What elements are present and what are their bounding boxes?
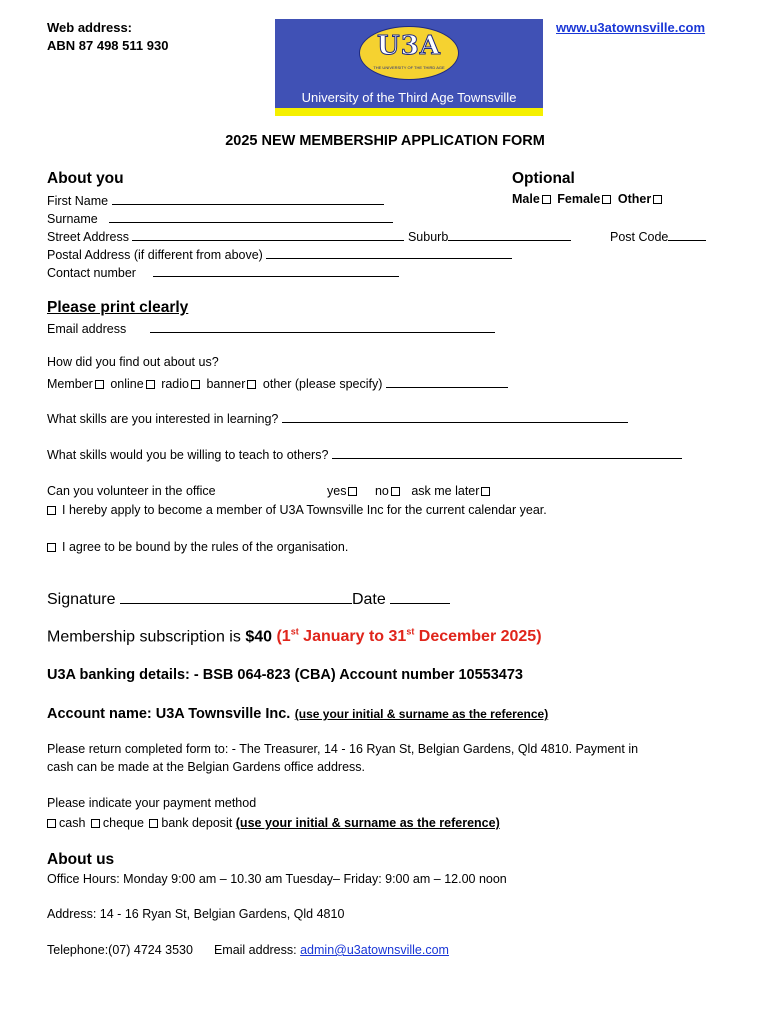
street-address-field[interactable] <box>132 228 404 241</box>
first-name-row <box>47 192 384 208</box>
radio-label: radio <box>161 377 189 391</box>
contact-details <box>47 943 449 957</box>
other-source-field[interactable] <box>386 375 508 388</box>
email-field[interactable] <box>150 320 495 333</box>
logo-letters: U3A <box>377 31 441 61</box>
postal-address-label: Postal Address (if different from above) <box>47 248 263 262</box>
other-gender-checkbox[interactable] <box>653 195 662 204</box>
u3a-logo <box>275 19 543 116</box>
period-st1: st <box>290 627 299 637</box>
agree-statement: I agree to be bound by the rules of the organisation. <box>62 540 349 554</box>
street-row <box>47 228 571 244</box>
subscription-amount: $40 <box>245 628 273 646</box>
telephone: Telephone:(07) 4724 3530 <box>47 943 193 957</box>
payment-reference-note: (use your initial & surname as the reference) <box>235 816 500 830</box>
apply-checkbox[interactable] <box>47 506 56 515</box>
email-label: Email address <box>47 322 127 336</box>
volunteer-question: Can you volunteer in the office <box>47 484 216 498</box>
account-name-row <box>47 705 548 723</box>
office-hours: Office Hours: Monday 9:00 am – 10.30 am Tuesday– Friday: 9:00 am – 12.00 noon <box>47 872 507 886</box>
skills-learn-row <box>47 410 628 426</box>
skills-learn-label: What skills are you interested in learning? <box>47 412 279 426</box>
email-link[interactable]: admin@u3atownsville.com <box>300 943 449 957</box>
female-label: Female <box>557 192 601 206</box>
contact-number-field[interactable] <box>153 264 399 277</box>
volunteer-later-checkbox[interactable] <box>481 487 490 496</box>
postcode-row <box>610 228 706 244</box>
post-code-label: Post Code <box>610 230 669 244</box>
subscription-line <box>47 627 542 646</box>
period-open: (1 <box>276 628 291 646</box>
period-st2: st <box>406 627 415 637</box>
male-label: Male <box>512 192 540 206</box>
volunteer-no-label: no <box>374 484 389 498</box>
subscription-period <box>276 628 541 645</box>
member-checkbox[interactable] <box>95 380 104 389</box>
contact-number-label: Contact number <box>47 266 136 280</box>
volunteer-later-label: ask me later <box>411 484 480 498</box>
suburb-field[interactable] <box>448 228 571 241</box>
date-label: Date <box>351 591 386 608</box>
member-label: Member <box>47 377 93 391</box>
subscription-text: Membership subscription is <box>47 628 241 646</box>
web-address-label: Web address: <box>47 20 133 35</box>
website-link[interactable]: www.u3atownsville.com <box>556 20 706 35</box>
logo-tagline: THE UNIVERSITY OF THE THIRD AGE <box>373 65 445 70</box>
female-checkbox[interactable] <box>602 195 611 204</box>
period-mid: January to 31 <box>298 628 407 646</box>
logo-name: University of the Third Age Townsville <box>301 90 517 105</box>
signature-label: Signature <box>47 591 116 608</box>
payment-options <box>45 816 500 830</box>
cash-checkbox[interactable] <box>47 819 56 828</box>
signature-field[interactable] <box>120 589 352 604</box>
surname-label: Surname <box>47 212 98 226</box>
post-code-field[interactable] <box>668 228 706 241</box>
skills-learn-field[interactable] <box>282 410 628 423</box>
postal-address-field[interactable] <box>266 246 512 259</box>
other-source-label: other (please specify) <box>262 377 383 391</box>
account-reference-note: (use your initial & surname as the reference) <box>294 707 549 721</box>
office-address: Address: 14 - 16 Ryan St, Belgian Gardens, Qld 4810 <box>47 907 345 921</box>
find-out-options <box>47 375 508 391</box>
volunteer-options <box>327 484 493 498</box>
contact-row <box>47 264 399 280</box>
bank-deposit-checkbox[interactable] <box>149 819 158 828</box>
volunteer-yes-checkbox[interactable] <box>348 487 357 496</box>
return-line-2: cash can be made at the Belgian Gardens office address. <box>47 760 366 774</box>
form-title: 2025 NEW MEMBERSHIP APPLICATION FORM <box>225 133 545 149</box>
email-row <box>47 320 495 336</box>
agree-checkbox[interactable] <box>47 543 56 552</box>
skills-teach-row <box>47 446 682 462</box>
volunteer-no-checkbox[interactable] <box>391 487 400 496</box>
cash-label: cash <box>59 816 86 830</box>
return-line-1: Please return completed form to: - The Treasurer, 14 - 16 Ryan St, Belgian Gardens, Qld 4810. Payment in <box>47 742 639 756</box>
banking-details: U3A banking details: - BSB 064-823 (CBA) Account number 10553473 <box>47 667 523 683</box>
other-gender-label: Other <box>617 192 652 206</box>
online-checkbox[interactable] <box>146 380 155 389</box>
about-us-heading: About us <box>47 851 115 868</box>
skills-teach-label: What skills would you be willing to teach to others? <box>47 448 329 462</box>
postal-row <box>47 246 512 262</box>
signature-row <box>47 589 450 609</box>
skills-teach-field[interactable] <box>332 446 682 459</box>
volunteer-yes-label: yes <box>327 484 347 498</box>
apply-statement: I hereby apply to become a member of U3A Townsville Inc for the current calendar year. <box>62 503 547 517</box>
period-close: December 2025) <box>414 628 542 646</box>
bank-deposit-label: bank deposit <box>161 816 233 830</box>
cheque-checkbox[interactable] <box>91 819 100 828</box>
street-address-label: Street Address <box>47 230 129 244</box>
logo-bar <box>275 108 543 116</box>
male-checkbox[interactable] <box>542 195 551 204</box>
surname-row <box>47 210 393 226</box>
find-out-question: How did you find out about us? <box>47 355 219 369</box>
first-name-field[interactable] <box>112 192 384 205</box>
about-you-heading: About you <box>47 170 124 187</box>
payment-question: Please indicate your payment method <box>47 796 257 810</box>
date-field[interactable] <box>390 589 450 604</box>
surname-field[interactable] <box>109 210 393 223</box>
suburb-label: Suburb <box>407 230 449 244</box>
banner-checkbox[interactable] <box>247 380 256 389</box>
cheque-label: cheque <box>102 816 144 830</box>
email-address-label: Email address: <box>213 943 297 957</box>
agree-row <box>45 540 348 554</box>
optional-heading: Optional <box>512 170 575 187</box>
logo-oval <box>359 26 459 80</box>
online-label: online <box>110 377 144 391</box>
first-name-label: First Name <box>47 194 109 208</box>
print-clearly-heading: Please print clearly <box>47 299 189 316</box>
abn-number: ABN 87 498 511 930 <box>47 38 169 53</box>
gender-options <box>512 192 665 206</box>
banner-label: banner <box>206 377 246 391</box>
account-name: Account name: U3A Townsville Inc. <box>47 706 291 722</box>
radio-checkbox[interactable] <box>191 380 200 389</box>
apply-row <box>45 503 547 517</box>
